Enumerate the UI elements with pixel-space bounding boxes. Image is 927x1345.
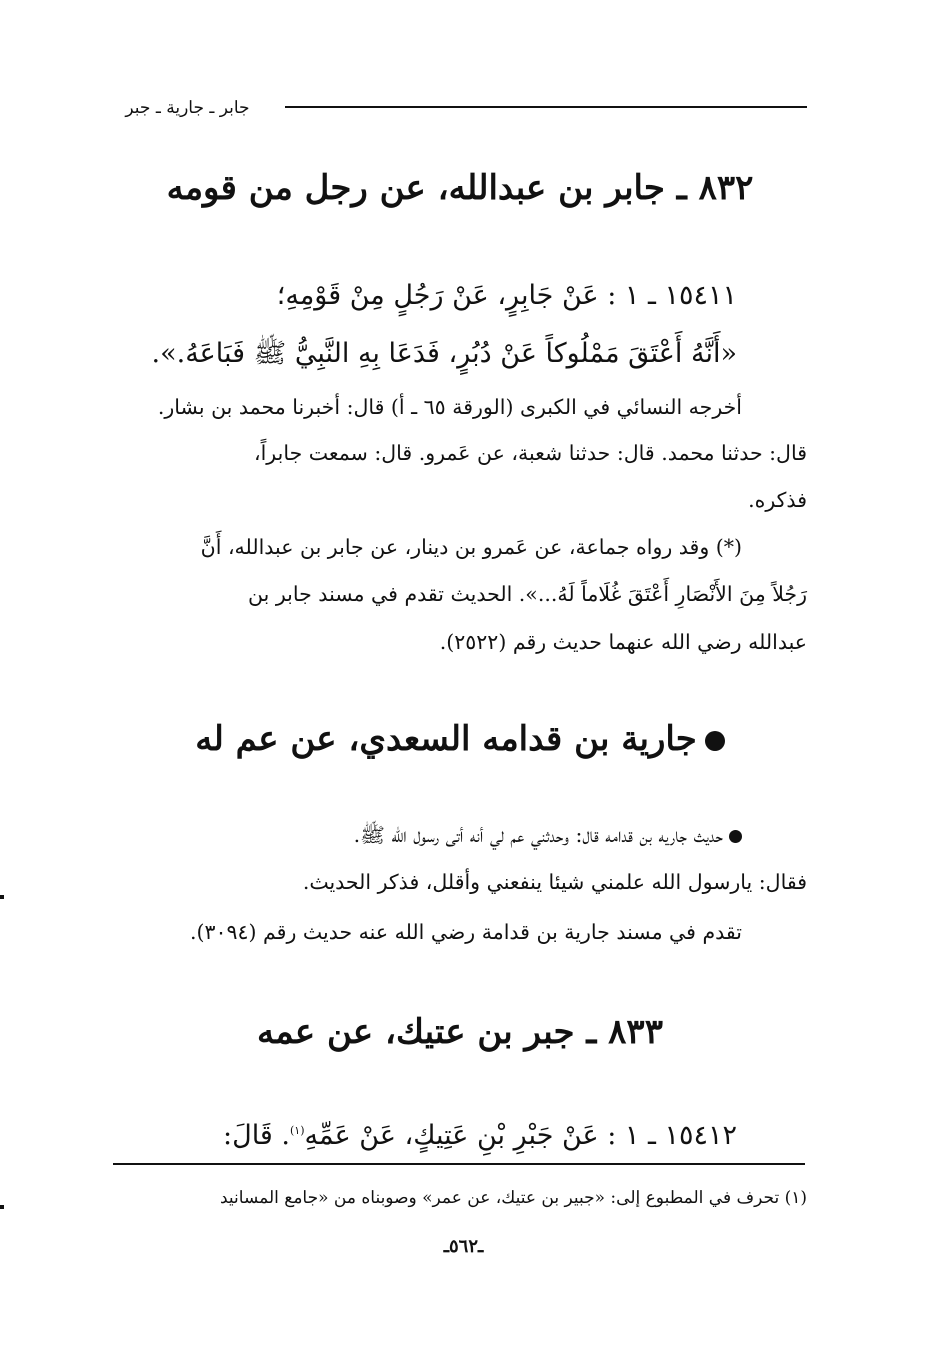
hadith-15411-line2: «أَنَّهُ أَعْتَقَ مَمْلُوكاً عَنْ دُبُرٍ، فَدَعَا بِهِ النَّبِيُّ ﷺ فَبَاعَهُ.».: [151, 338, 737, 369]
footnote-ref: (١): [290, 1124, 305, 1137]
jariya-line-2: فقال: يارسول الله علمني شيئا ينفعني وأقلل، فذكر الحديث.: [302, 870, 807, 894]
bullet-icon: [705, 731, 725, 751]
hadith-15412-line1: [150, 1120, 737, 1151]
note-line-2: رَجُلاً مِنَ الأَنْصَارِ أَعْتَقَ غُلَاماً لَهُ...». الحديث تقدم في مسند جابر بن: [248, 582, 807, 606]
takhrij-line-2: قال: حدثنا محمد. قال: حدثنا شعبة، عن عَمرو. قال: سمعت جابراً،: [254, 441, 807, 465]
bullet-icon: [729, 830, 742, 843]
margin-mark: [0, 895, 4, 899]
hadith-15411-line1: ١٥٤١١ ـ ١ : عَنْ جَابِرٍ، عَنْ رَجُلٍ مِنْ قَوْمِهِ؛: [276, 280, 737, 311]
jariya-line-1: [112, 825, 742, 846]
page-number: ـ٥٦٢ـ: [443, 1236, 484, 1257]
jariya-line-1-text: حديث جاريه بن قدامه قال: وحدثني عم لي أنه أتى رسول الله ﷺ.: [353, 823, 723, 847]
jariya-line-3: تقدم في مسند جارية بن قدامة رضي الله عنه حديث رقم (٣٠٩٤).: [189, 920, 742, 944]
takhrij-line-1: أخرجه النسائي في الكبرى (الورقة ٦٥ ـ أ) قال: أخبرنا محمد بن بشار.: [157, 395, 742, 419]
section-heading-833: ٨٣٣ ـ جبر بن عتيك، عن عمه: [257, 1012, 663, 1052]
note-line-3: عبدالله رضي الله عنهما حديث رقم (٢٥٢٢).: [439, 630, 807, 654]
section-heading-jariya: [100, 719, 820, 759]
takhrij-line-3: فذكره.: [748, 488, 807, 512]
footnote-rule: [113, 1163, 805, 1165]
section-heading-jariya-text: جارية بن قدامه السعدي، عن عم له: [195, 719, 697, 759]
hadith-15412-end: . قَالَ:: [222, 1120, 290, 1151]
note-line-1: (*) وقد رواه جماعة، عن عَمرو بن دينار، عن جابر بن عبدالله، أَنَّ: [200, 535, 742, 559]
section-heading-832: ٨٣٢ ـ جابر بن عبدالله، عن رجل من قومه: [166, 168, 754, 208]
margin-mark: [0, 1205, 4, 1209]
running-header: جابر ـ جارية ـ جبر: [125, 98, 250, 118]
hadith-15412-text: ١٥٤١٢ ـ ١ : عَنْ جَبْرِ بْنِ عَتِيكٍ، عَنْ عَمِّهِ: [304, 1120, 737, 1151]
footnote-1: (١) تحرف في المطبوع إلى: «جبير بن عتيك، عن عمر» وصوبناه من «جامع المسانيد: [220, 1188, 807, 1208]
header-rule: [285, 106, 807, 108]
